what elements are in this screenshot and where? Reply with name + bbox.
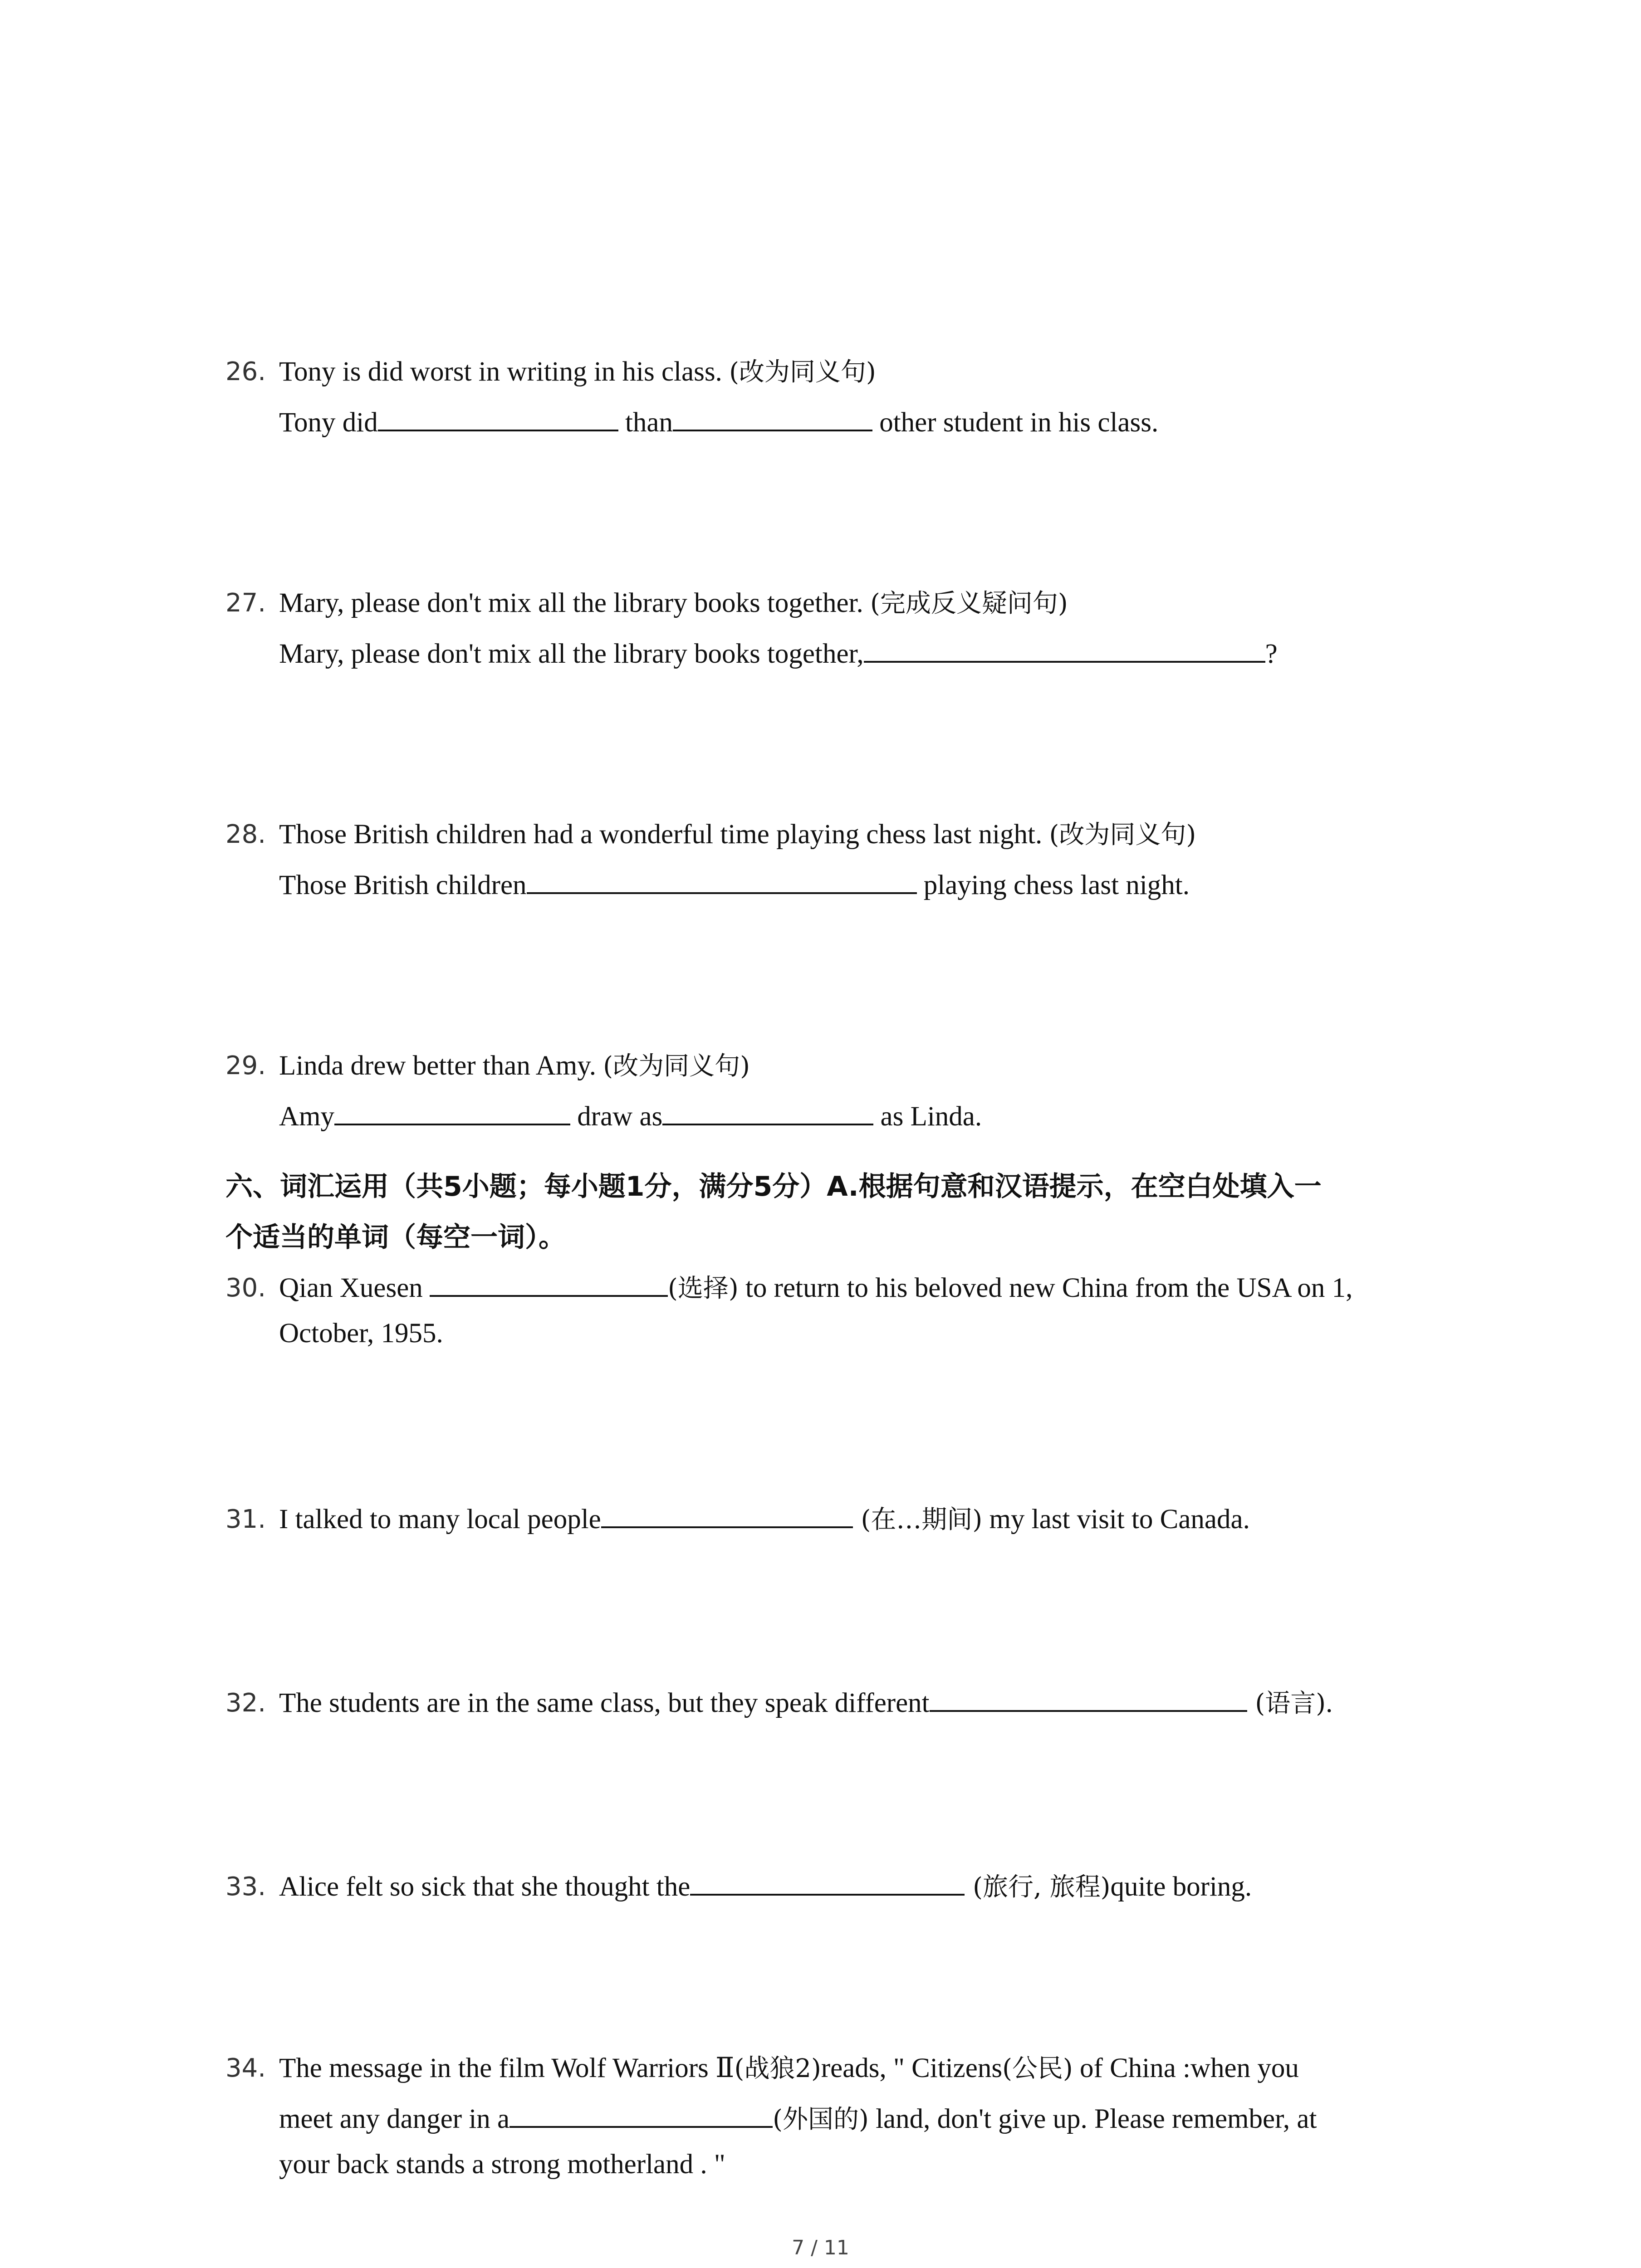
question-text: to return to his beloved new China from the USA on 1, xyxy=(738,1273,1353,1303)
prompt-hint: (完成反义疑问句) xyxy=(870,589,1068,618)
question-text-line xyxy=(279,1497,1250,1543)
word-hint: (公民) xyxy=(1002,2054,1073,2083)
question-prompt xyxy=(279,581,1068,626)
question-text: I talked to many local people xyxy=(279,1504,601,1535)
question-text-line xyxy=(279,1266,1352,1311)
answer-text: Those British children xyxy=(279,870,527,900)
answer-blank[interactable] xyxy=(673,401,872,431)
answer-line xyxy=(279,400,1158,445)
prompt-text: Those British children had a wonderful time playing chess last night. xyxy=(279,819,1049,850)
question-text: your back stands a strong motherland . " xyxy=(279,2149,725,2180)
question-text: The message in the film Wolf Warriors Ⅱ xyxy=(279,2053,735,2083)
question-text: Alice felt so sick that she thought the xyxy=(279,1872,691,1902)
answer-text: Tony did xyxy=(279,407,378,438)
question-text-line xyxy=(279,1311,443,1356)
answer-blank[interactable] xyxy=(930,1682,1247,1712)
question-text-line xyxy=(279,1681,1332,1726)
question-text: Qian Xuesen xyxy=(279,1273,430,1303)
section-heading xyxy=(225,1161,1460,1263)
answer-text: than xyxy=(618,407,673,438)
question-number: 27. xyxy=(225,588,266,618)
answer-blank[interactable] xyxy=(662,1095,873,1125)
question-prompt xyxy=(279,812,1196,858)
answer-line xyxy=(279,863,1190,908)
section-heading-line: 个适当的单词（每空一词）。 xyxy=(225,1222,566,1253)
answer-blank[interactable] xyxy=(690,1866,965,1896)
prompt-text: Mary, please don't mix all the library books together. xyxy=(279,588,870,618)
question-text-line xyxy=(279,1864,1252,1910)
question-number: 26. xyxy=(225,357,266,386)
word-hint: (语言) xyxy=(1247,1689,1326,1718)
answer-text: draw as xyxy=(570,1101,663,1132)
prompt-hint: (改为同义句) xyxy=(729,357,876,387)
question-text: of China :when you xyxy=(1073,2053,1299,2083)
prompt-hint: (改为同义句) xyxy=(1049,820,1196,850)
question-text: reads, " Citizens xyxy=(821,2053,1003,2083)
word-hint: (旅行, 旅程) xyxy=(965,1872,1111,1902)
question-text: meet any danger in a xyxy=(279,2104,510,2134)
question-text: October, 1955. xyxy=(279,1318,443,1349)
question-number: 28. xyxy=(225,820,266,849)
question-number: 32. xyxy=(225,1688,266,1718)
prompt-hint: (改为同义句) xyxy=(603,1051,750,1081)
question-prompt xyxy=(279,1043,750,1089)
answer-blank[interactable] xyxy=(601,1498,853,1528)
answer-text: Amy xyxy=(279,1101,334,1132)
answer-blank[interactable] xyxy=(864,633,1265,663)
answer-text: ? xyxy=(1265,639,1278,669)
question-number: 29. xyxy=(225,1051,266,1080)
answer-text: other student in his class. xyxy=(872,407,1159,438)
prompt-text: Linda drew better than Amy. xyxy=(279,1051,603,1081)
question-text: land, don't give up. Please remember, at xyxy=(868,2104,1317,2134)
answer-blank[interactable] xyxy=(334,1095,570,1125)
question-text-line xyxy=(279,2046,1299,2092)
question-text: my last visit to Canada. xyxy=(982,1504,1250,1535)
answer-blank[interactable] xyxy=(378,401,618,431)
answer-line xyxy=(279,631,1278,677)
word-hint: (外国的) xyxy=(773,2105,869,2134)
question-text-line xyxy=(279,2097,1317,2142)
question-prompt xyxy=(279,349,876,395)
answer-blank[interactable] xyxy=(509,2098,773,2128)
question-text: The students are in the same class, but they speak different xyxy=(279,1688,930,1718)
answer-text: Mary, please don't mix all the library books together, xyxy=(279,639,864,669)
question-number: 33. xyxy=(225,1872,266,1901)
question-number: 31. xyxy=(225,1505,266,1534)
answer-line xyxy=(279,1094,982,1139)
word-hint: (选择) xyxy=(668,1274,739,1303)
answer-blank[interactable] xyxy=(430,1267,668,1297)
section-heading-line: 六、词汇运用（共5小题；每小题1分，满分5分）A.根据句意和汉语提示，在空白处填入一 xyxy=(225,1171,1322,1202)
word-hint: (在…期间) xyxy=(852,1505,983,1535)
answer-text: as Linda. xyxy=(873,1101,982,1132)
prompt-text: Tony is did worst in writing in his class. xyxy=(279,357,730,387)
question-text: . xyxy=(1326,1688,1333,1718)
word-hint: (战狼2) xyxy=(734,2054,821,2083)
question-text: quite boring. xyxy=(1110,1872,1252,1902)
question-number: 30. xyxy=(225,1273,266,1303)
answer-text: playing chess last night. xyxy=(916,870,1190,900)
question-text-line xyxy=(279,2142,725,2187)
answer-blank[interactable] xyxy=(527,864,917,894)
page-number: 7 / 11 xyxy=(792,2236,849,2259)
question-number: 34. xyxy=(225,2053,266,2083)
